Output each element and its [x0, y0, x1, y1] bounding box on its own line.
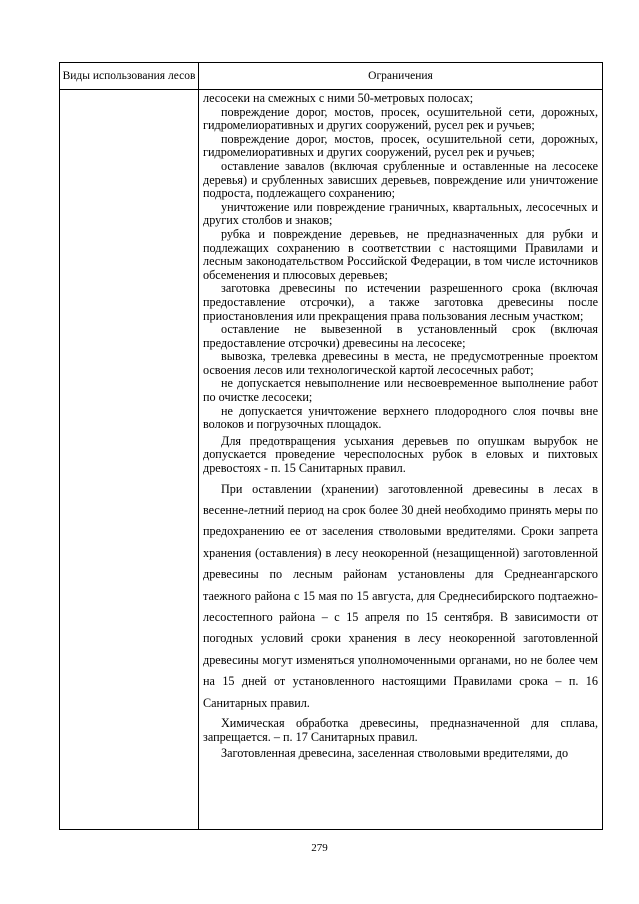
restrictions-cell: [199, 90, 603, 830]
paragraph: лесосеки на смежных с ними 50-метровых полосах;: [203, 91, 474, 105]
paragraph: оставление не вывезенной в установленный срок (включая предоставление отсрочки) древесины на лесосеке;: [203, 322, 598, 350]
paragraph: повреждение дорог, мостов, просек, осушительной сети, дорожных, гидромелиоративных и других сооружений, русел рек и ручьев;: [203, 131, 598, 160]
paragraph: Заготовленная древесина, заселенная стволовыми вредителями, до: [221, 746, 569, 761]
paragraph: заготовка древесины по истечении разрешенного срока (включая предоставление отсрочки), а также заготовка древесины после приостановления или прекращения права пользования лесным участком;: [203, 281, 598, 323]
paragraph: не допускается уничтожение верхнего плодородного слоя почвы вне волоков и погрузочных площадок.: [203, 403, 598, 432]
paragraph: Химическая обработка древесины, предназначенной для сплава, запрещается. – п. 17 Санитарных правил.: [203, 716, 598, 744]
restrictions-table: [59, 62, 603, 830]
table-body-row: [60, 90, 603, 830]
paragraph: вывозка, трелевка древесины в места, не предусмотренные проектом освоения лесов или технологической картой лесосечных работ;: [203, 349, 598, 377]
header-forest-use-types: Виды использования лесов: [60, 63, 199, 90]
paragraph: При оставлении (хранении) заготовленной древесины в лесах в весенне-летний период на срок более 30 дней необходимо принять меры по предохранению ее от заселения стволовыми вредителями. Сроки запрета хранения (оставления) в лесу неокоренной (незащищенной) заготовленной древесины по лесным районам установлены для Среднеангарского таежного района с 15 мая по 15 августа, для Среднесибирского подтаежно-лесостепного района – с 15 апреля по 15 сентября. В зависимости от погодных условий сроки хранения в лесу неокоренной заготовленной древесины могут изменяться уполномоченными органами, но не более чем на 15 дней от установленного настоящими Правилами срока – п. 16 Санитарных правил.: [203, 481, 598, 710]
paragraph: повреждение дорог, мостов, просек, осушительной сети, дорожных, гидромелиоративных и других сооружений, русел рек и ручьев;: [203, 104, 598, 133]
header-restrictions: Ограничения: [199, 63, 603, 90]
paragraph: оставление завалов (включая срубленные и оставленные на лесосеке деревья) и срубленных зависших деревьев, повреждение или уничтожение подроста, подлежащего сохранению;: [203, 158, 598, 201]
paragraph: рубка и повреждение деревьев, не предназначенных для рубки и подлежащих сохранению в соответствии с настоящими Правилами и лесным законодательством Российской Федерации, в том числе источников обсеменения и плюсовых деревьев;: [203, 226, 598, 282]
paragraph: не допускается невыполнение или несвоевременное выполнение работ по очистке лесосеки;: [203, 376, 598, 405]
paragraph: уничтожение или повреждение граничных, квартальных, лесосечных и других столбов и знаков;: [203, 199, 598, 228]
page-number: 279: [311, 842, 328, 854]
forest-use-cell: [60, 90, 199, 830]
table-header-row: [60, 63, 603, 90]
paragraph: Для предотвращения усыхания деревьев по опушкам вырубок не допускается проведение чересполосных рубок в еловых и пихтовых древостоях - п. 15 Санитарных правил.: [203, 433, 598, 476]
